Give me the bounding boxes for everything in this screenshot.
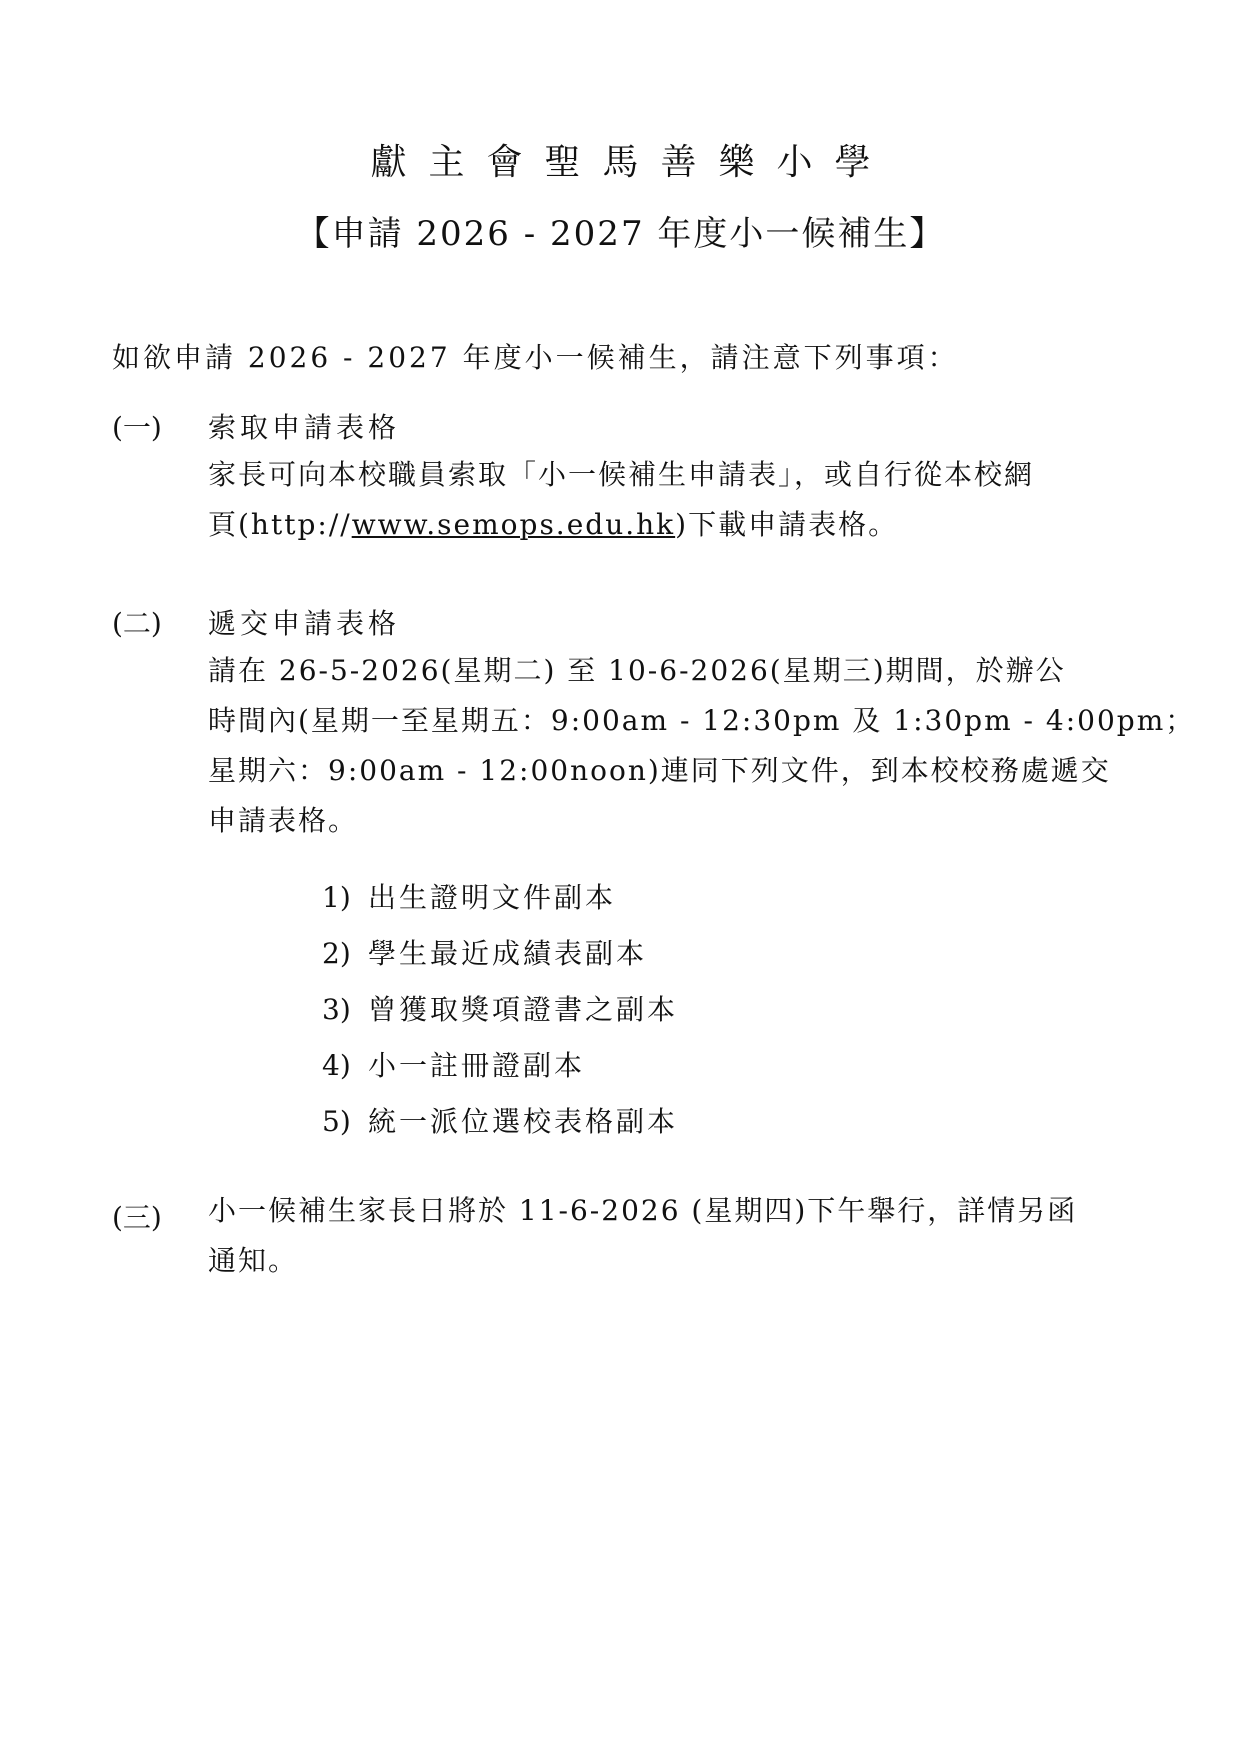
intro-text: 如欲申請 2026 - 2027 年度小一候補生，請注意下列事項： [112,341,959,374]
section-body [208,450,1124,550]
body-line [208,500,1124,550]
section-marker: (一) [112,411,162,444]
section-body [208,1186,1124,1286]
list-item-text: 小一註冊證副本 [368,1049,586,1082]
link-prefix: 頁(http:// [208,508,352,541]
required-documents-list [322,876,678,1156]
school-name: 獻主會聖馬善樂小學 [370,142,893,183]
section-heading: 遞交申請表格 [208,607,401,640]
list-item-text: 曾獲取獎項證書之副本 [368,993,679,1026]
school-website-link[interactable]: www.semops.edu.hk [351,508,676,541]
list-item [322,988,678,1044]
list-item-number: 4) [322,1049,351,1082]
section-marker: (三) [112,1201,162,1234]
list-item [322,1100,678,1156]
list-item-number: 1) [322,881,351,914]
section-marker: (二) [112,607,162,640]
link-suffix: )下載申請表格。 [675,508,899,541]
list-item [322,876,678,932]
list-item-text: 統一派位選校表格副本 [368,1105,679,1138]
body-line: 申請表格。 [208,804,359,837]
list-item [322,932,678,988]
body-line: 請在 26-5-2026(星期二) 至 10-6-2026(星期三)期間，於辦公 [208,654,1066,687]
body-line: 家長可向本校職員索取「小一候補生申請表」，或自行從本校網 [208,458,1035,491]
body-line: 星期六：9:00am - 12:00noon)連同下列文件，到本校校務處遞交 [208,754,1111,787]
list-item-text: 出生證明文件副本 [368,881,617,914]
body-line: 小一候補生家長日將於 11-6-2026 (星期四)下午舉行，詳情另函 [208,1194,1078,1227]
body-line: 通知。 [208,1244,299,1277]
section-body [208,646,1196,846]
body-line: 時間內(星期一至星期五：9:00am - 12:30pm 及 1:30pm - 4:00pm； [208,704,1196,737]
list-item-number: 3) [322,993,351,1026]
list-item-number: 2) [322,937,351,970]
list-item-text: 學生最近成績表副本 [368,937,648,970]
list-item-number: 5) [322,1105,351,1138]
document-title: 【申請 2026 - 2027 年度小一候補生】 [295,214,946,254]
section-heading: 索取申請表格 [208,411,401,444]
list-item [322,1044,678,1100]
